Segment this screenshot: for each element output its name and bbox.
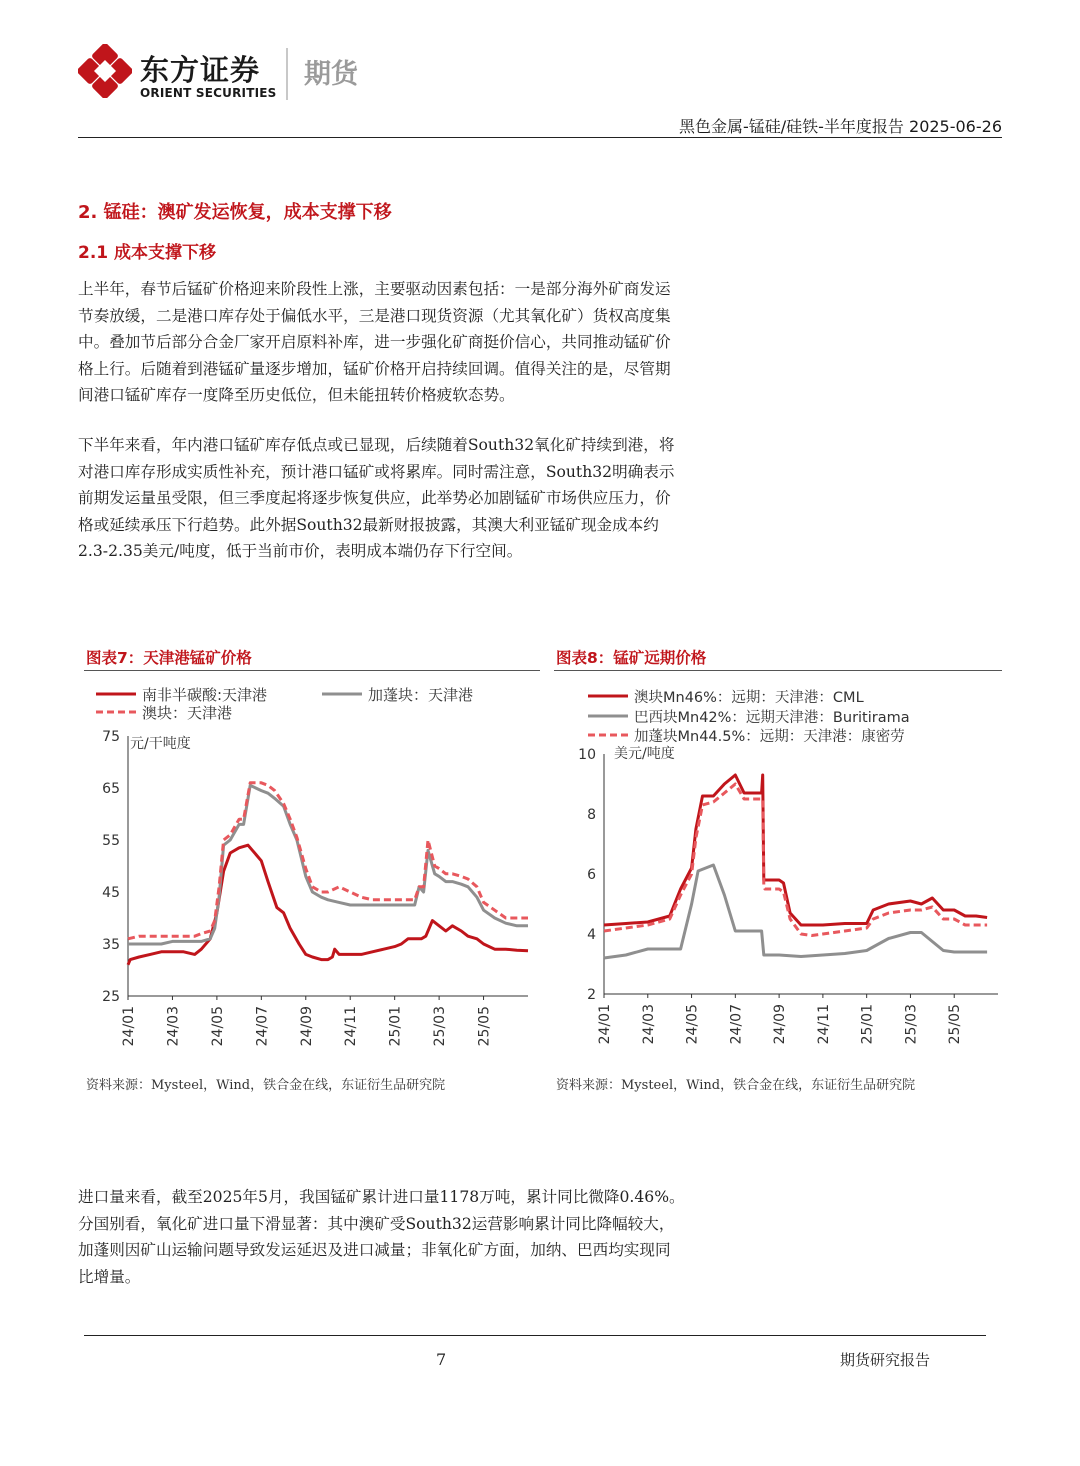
logo-divider	[286, 48, 288, 100]
series-line-3	[128, 783, 528, 939]
logo-chinese-name: 东方证券	[140, 53, 261, 87]
y-tick-label: 2	[587, 987, 596, 1003]
legend-label-3: 澳块：天津港	[142, 704, 233, 722]
series-line-1	[604, 775, 987, 925]
y-tick-label: 4	[587, 927, 596, 943]
y-tick-label: 6	[587, 867, 596, 883]
chart-manganese-forward-price	[554, 676, 1010, 1068]
x-tick-label: 24/03	[165, 1006, 182, 1047]
x-tick-label: 24/05	[684, 1004, 701, 1045]
y-axis-label: 美元/吨度	[614, 746, 675, 762]
x-tick-label: 25/05	[947, 1004, 964, 1045]
series-line-3	[604, 784, 987, 936]
x-tick-label: 24/07	[728, 1004, 745, 1045]
paragraph-line: 2.3-2.35美元/吨度，低于当前市价，表明成本端仍存下行空间。	[78, 542, 523, 560]
legend-label-2: 巴西块Mn42%：远期天津港：Buritirama	[634, 710, 910, 726]
chart-tianjin-manganese-price	[84, 676, 544, 1068]
x-tick-label: 25/01	[387, 1006, 404, 1047]
x-tick-label: 25/03	[903, 1004, 920, 1045]
footer-label: 期货研究报告	[840, 1351, 931, 1369]
x-tick-label: 25/01	[859, 1004, 876, 1045]
paragraph-line: 格或延续承压下行趋势。此外据South32最新财报披露，其澳大利亚锰矿现金成本约	[78, 515, 659, 534]
figure-7-source: 资料来源：Mysteel，Wind，铁合金在线，东证衍生品研究院	[86, 1078, 446, 1093]
x-tick-label: 24/01	[121, 1006, 137, 1047]
legend-label-1: 澳块Mn46%：远期：天津港：CML	[634, 690, 864, 706]
y-tick-label: 65	[102, 781, 120, 797]
x-tick-label: 24/09	[298, 1006, 315, 1047]
x-tick-label: 25/05	[476, 1006, 493, 1047]
paragraph-line: 间港口锰矿库存一度降至历史低位，但未能扭转价格疲软态势。	[78, 386, 515, 404]
y-tick-label: 55	[102, 833, 120, 849]
series-line-2	[604, 865, 987, 958]
x-tick-label: 24/11	[815, 1004, 832, 1045]
paragraph-line: 加蓬则因矿山运输问题导致发运延迟及进口减量；非氧化矿方面，加纳、巴西均实现同	[78, 1241, 671, 1259]
paragraph-2	[78, 432, 800, 565]
figure-7-title: 图表7：天津港锰矿价格	[86, 649, 252, 667]
y-tick-label: 25	[102, 989, 120, 1005]
y-tick-label: 35	[102, 937, 120, 953]
paragraph-line: 下半年来看，年内港口锰矿库存低点或已显现，后续随着South32氧化矿持续到港，将	[78, 436, 675, 454]
paragraph-line: 比增量。	[78, 1267, 141, 1286]
x-tick-label: 25/03	[432, 1006, 449, 1047]
x-tick-label: 24/11	[343, 1006, 360, 1047]
x-tick-label: 24/03	[640, 1004, 657, 1045]
page-number: 7	[436, 1350, 447, 1369]
x-tick-label: 24/07	[254, 1006, 271, 1047]
figure-8-rule	[554, 670, 1002, 671]
orient-logo-icon	[78, 44, 132, 98]
y-axis-label: 元/干吨度	[130, 736, 191, 752]
x-tick-label: 24/01	[597, 1004, 613, 1045]
x-tick-label: 24/09	[772, 1004, 789, 1045]
paragraph-1	[78, 276, 800, 409]
paragraph-line: 节奏放缓，二是港口库存处于偏低水平，三是港口现货资源（尤其氧化矿）货权高度集	[78, 306, 671, 325]
figure-8-source: 资料来源：Mysteel，Wind，铁合金在线，东证衍生品研究院	[556, 1078, 916, 1093]
paragraph-line: 中。叠加节后部分合金厂家开启原料补库，进一步强化矿商挺价信心，共同推动锰矿价	[78, 333, 671, 351]
legend-label-3: 加蓬块Mn44.5%：远期：天津港：康密劳	[634, 729, 905, 745]
logo-english-name: ORIENT SECURITIES	[140, 86, 277, 100]
header-rule	[78, 137, 1002, 138]
paragraph-line: 对港口库存形成实质性补充，预计港口锰矿或将累库。同时需注意，South32明确表示	[78, 462, 675, 481]
series-line-2	[128, 785, 528, 944]
paragraph-line: 格上行。后随着到港锰矿量逐步增加，锰矿价格开启持续回调。值得关注的是，尽管期	[78, 359, 671, 378]
figure-8-title: 图表8：锰矿远期价格	[556, 649, 707, 667]
legend-label-2: 加蓬块：天津港	[368, 686, 474, 704]
paragraph-line: 前期发运量虽受限，但三季度起将逐步恢复供应，此举势必加剧锰矿市场供应压力，价	[78, 489, 671, 507]
series-line-1	[128, 845, 528, 965]
x-tick-label: 24/05	[209, 1006, 226, 1047]
y-tick-label: 10	[578, 747, 596, 763]
paragraph-line: 进口量来看，截至2025年5月，我国锰矿累计进口量1178万吨，累计同比微降0.46%。	[78, 1188, 685, 1206]
subsection-heading: 2.1 成本支撑下移	[78, 243, 217, 263]
report-meta: 黑色金属-锰硅/硅铁-半年度报告 2025-06-26	[678, 117, 1002, 136]
paragraph-3	[78, 1184, 800, 1290]
legend-label-1: 南非半碳酸:天津港	[142, 686, 268, 704]
footer-rule	[84, 1335, 986, 1336]
figure-7-rule	[84, 670, 540, 671]
paragraph-line: 上半年，春节后锰矿价格迎来阶段性上涨，主要驱动因素包括：一是部分海外矿商发运	[78, 280, 671, 298]
y-tick-label: 45	[102, 885, 120, 901]
y-tick-label: 75	[102, 729, 120, 745]
section-heading: 2. 锰硅：澳矿发运恢复，成本支撑下移	[78, 202, 392, 223]
y-tick-label: 8	[587, 807, 596, 823]
paragraph-line: 分国别看，氧化矿进口量下滑显著：其中澳矿受South32运营影响累计同比降幅较大，	[78, 1214, 675, 1233]
logo-suffix: 期货	[304, 59, 358, 90]
